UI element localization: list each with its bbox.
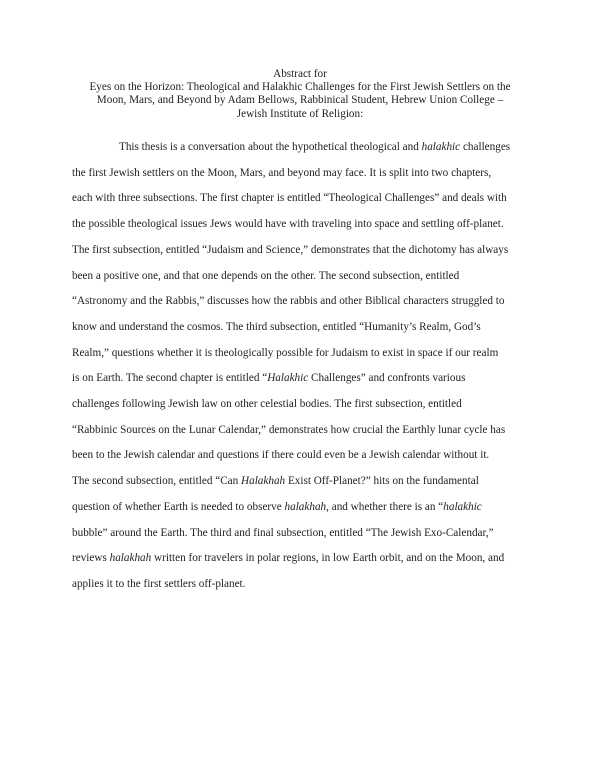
abstract-body xyxy=(72,135,552,598)
italic-run: Halakhah xyxy=(241,475,286,488)
text-run: know and understand the cosmos. The third subsection, entitled “Humanity’s Realm, God’s xyxy=(72,320,481,333)
italic-run: halakhic xyxy=(421,141,461,153)
heading-line: Moon, Mars, and Beyond by Adam Bellows, Rabbinical Student, Hebrew Union College – xyxy=(96,94,504,107)
body-line xyxy=(72,495,552,521)
text-run: applies it to the first settlers off-planet. xyxy=(72,577,246,590)
text-run: , and whether there is an “ xyxy=(326,500,444,513)
body-line xyxy=(72,546,552,572)
text-run: is on Earth. The second chapter is entitled “ xyxy=(72,372,268,385)
body-line xyxy=(72,392,552,418)
italic-run: halakhah xyxy=(109,552,152,565)
text-run: “Rabbinic Sources on the Lunar Calendar,” demonstrates how crucial the Earthly lunar cycle has xyxy=(72,423,506,436)
text-run: Realm,” questions whether it is theologically possible for Judaism to exist in space if our realm xyxy=(72,346,499,359)
text-run: The first subsection, entitled “Judaism and Science,” demonstrates that the dichotomy has always xyxy=(72,243,509,256)
heading-line: Abstract for xyxy=(273,68,327,80)
text-run: This thesis is a conversation about the hypothetical theological and xyxy=(119,141,422,153)
body-line xyxy=(72,315,552,341)
body-line xyxy=(72,572,552,598)
body-line xyxy=(72,443,552,469)
body-line xyxy=(72,238,552,264)
heading-line: Eyes on the Horizon: Theological and Halakhic Challenges for the First Jewish Settlers on the xyxy=(89,81,511,94)
body-line xyxy=(72,469,552,495)
text-run: The second subsection, entitled “Can xyxy=(72,475,242,488)
text-run: the first Jewish settlers on the Moon, Mars, and beyond may face. It is split into two chapters, xyxy=(72,166,492,179)
italic-run: halakhah xyxy=(284,500,327,513)
body-line xyxy=(72,341,552,367)
text-run: challenges xyxy=(460,141,511,153)
text-run: each with three subsections. The first chapter is entitled “Theological Challenges” and deals with xyxy=(72,192,507,205)
heading-line: Jewish Institute of Religion: xyxy=(236,107,364,120)
text-run: written for travelers in polar regions, in low Earth orbit, and on the Moon, and xyxy=(151,552,505,565)
body-line xyxy=(72,135,552,161)
text-run: been a positive one, and that one depends on the other. The second subsection, entitled xyxy=(72,269,460,282)
italic-run: Halakhic xyxy=(267,372,309,385)
text-run: the possible theological issues Jews would have with traveling into space and settling off-planet. xyxy=(72,218,504,231)
text-run: been to the Jewish calendar and questions if there could even be a Jewish calendar without it. xyxy=(72,449,490,462)
italic-run: halakhic xyxy=(443,500,482,513)
abstract-heading xyxy=(60,68,540,121)
body-line xyxy=(72,264,552,290)
body-line xyxy=(72,418,552,444)
body-line xyxy=(72,521,552,547)
body-line xyxy=(72,186,552,212)
text-run: bubble” around the Earth. The third and final subsection, entitled “The Jewish Exo-Calendar,” xyxy=(72,526,494,539)
body-line xyxy=(72,289,552,315)
text-run: Exist Off-Planet?” hits on the fundamental xyxy=(285,475,479,488)
body-line xyxy=(72,212,552,238)
text-run: reviews xyxy=(72,552,110,565)
text-run: Challenges” and confronts various xyxy=(308,372,466,385)
text-run: challenges following Jewish law on other celestial bodies. The first subsection, entitled xyxy=(72,398,462,411)
body-line xyxy=(72,366,552,392)
text-run: “Astronomy and the Rabbis,” discusses how the rabbis and other Biblical characters struggled to xyxy=(72,295,505,308)
body-line xyxy=(72,161,552,187)
text-run: question of whether Earth is needed to observe xyxy=(72,500,285,513)
